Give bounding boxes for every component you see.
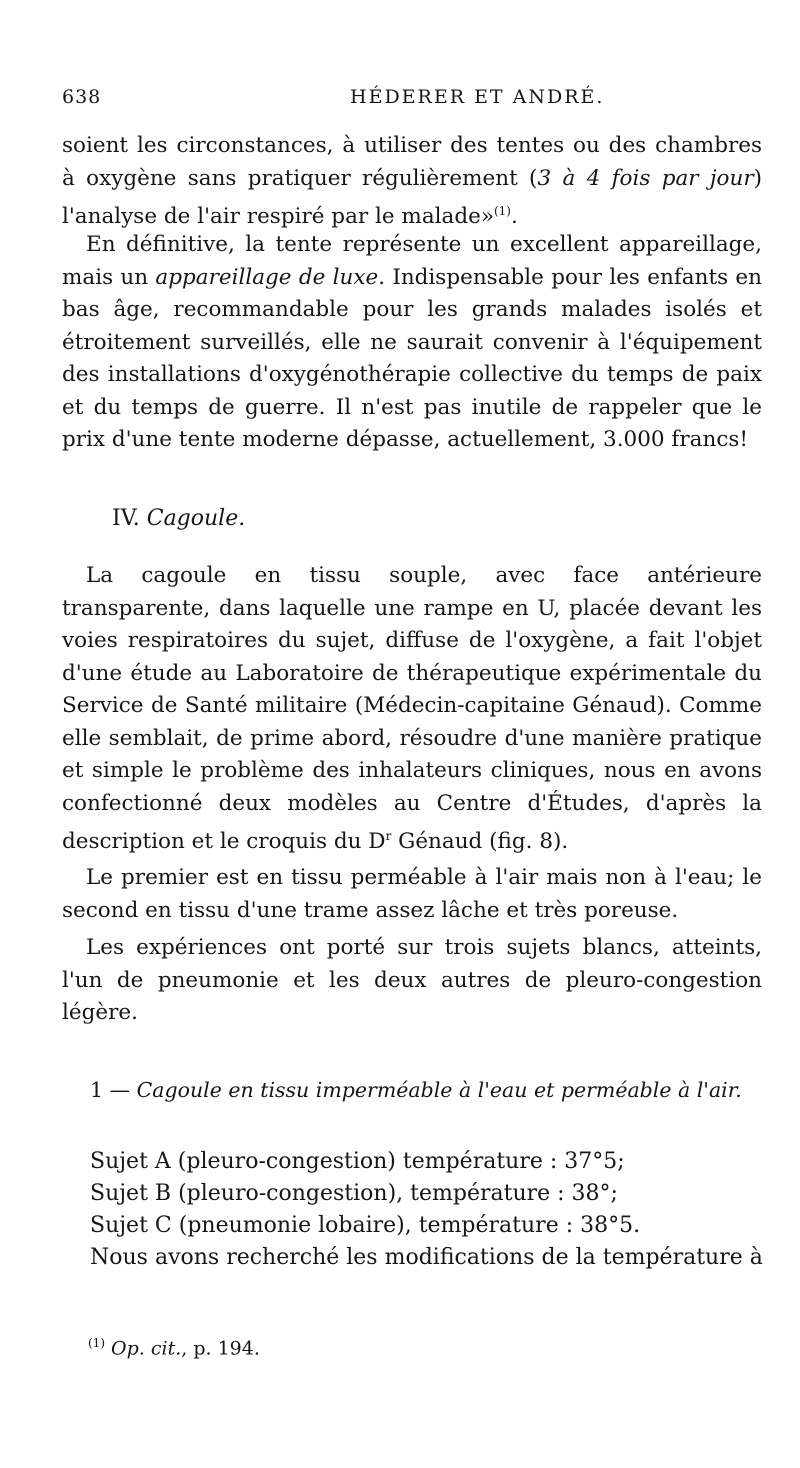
paragraph-2-italic: appareillage de luxe [155,264,379,290]
subsection-heading [90,1078,742,1102]
page-header [62,86,762,112]
running-title: HÉDERER ET ANDRÉ. [350,86,605,108]
subject-c: Sujet C (pneumonie lobaire), température : 38°5. [90,1213,641,1238]
section-number: IV. [112,506,140,531]
paragraph-3-text: La cagoule en tissu souple, avec face antérieure transparente, dans laquelle une rampe en U, placée devant les voies respiratoires du sujet, diffuse de l'oxygène, a fait l'objet d'une étude au Laboratoire de thérapeutique expérimentale du Service de Santé militaire (Médecin-capitaine Génaud). Comme elle semblait, de prime abord, résoudre d'une manière pratique et simple le problème des inhalateurs cliniques, nous en avons confectionné deux modèles au Centre d'Études, d'après la description et le croquis du D [62,563,762,855]
paragraph-5 [62,932,762,1030]
paragraph-5-text: Les expériences ont porté sur trois sujets blancs, atteints, l'un de pneumonie et les deux autres de pleuro-congestion légère. [62,935,762,1025]
subsection-title: Cagoule en tissu imperméable à l'eau et perméable à l'air. [136,1078,742,1102]
paragraph-1 [62,130,762,234]
paragraph-3 [62,560,762,859]
footnote-citation: Op. cit. [111,1337,182,1360]
closing-line: Nous avons recherché les modifications de la température à [90,1245,763,1270]
paragraph-1-period: . [510,204,518,230]
paragraph-2-text-end: . Indispensable pour les enfants en bas âge, recommandable pour les grands malades isolés et étroitement surveillés, elle ne saurait convenir à l'équipement des installations d'oxygénothérapie collective du temps de paix et du temps de guerre. Il n'est pas inutile de rappeler que le prix d'une tente moderne dépasse, actuellement, 3.000 francs! [62,264,762,452]
doctor-superscript: r [385,829,392,843]
footnote [88,1336,260,1359]
page-number: 638 [62,86,102,108]
paragraph-1-text: soient les circonstances, à utiliser des tentes ou des chambres à oxygène sans pratiquer régulièrement ( [62,133,762,191]
paragraph-4-text: Le premier est en tissu perméable à l'air mais non à l'eau; le second en tissu d'une trame assez lâche et très poreuse. [62,865,762,923]
paragraph-3-text-end: Génaud (fig. 8). [391,829,569,855]
footnote-mark: (1) [88,1336,105,1350]
paragraph-1-text-end: ) l'analyse de l'air respiré par le malade» [62,165,762,230]
subsection-number: 1 — [90,1078,131,1102]
paragraph-2-text: En définitive, la tente représente un excellent appareillage, mais un [62,232,762,290]
subject-b: Sujet B (pleuro-congestion), température : 38°; [90,1181,618,1206]
paragraph-2 [62,229,762,457]
paragraph-1-italic: 3 à 4 fois par jour [537,165,754,191]
footnote-reference: (1) [493,204,511,218]
footnote-page: , p. 194. [181,1337,260,1360]
subjects-list [90,1146,770,1274]
paragraph-4 [62,862,762,927]
section-heading [112,506,245,531]
subject-a: Sujet A (pleuro-congestion) température : 37°5; [90,1149,625,1174]
section-title: Cagoule. [146,506,246,531]
